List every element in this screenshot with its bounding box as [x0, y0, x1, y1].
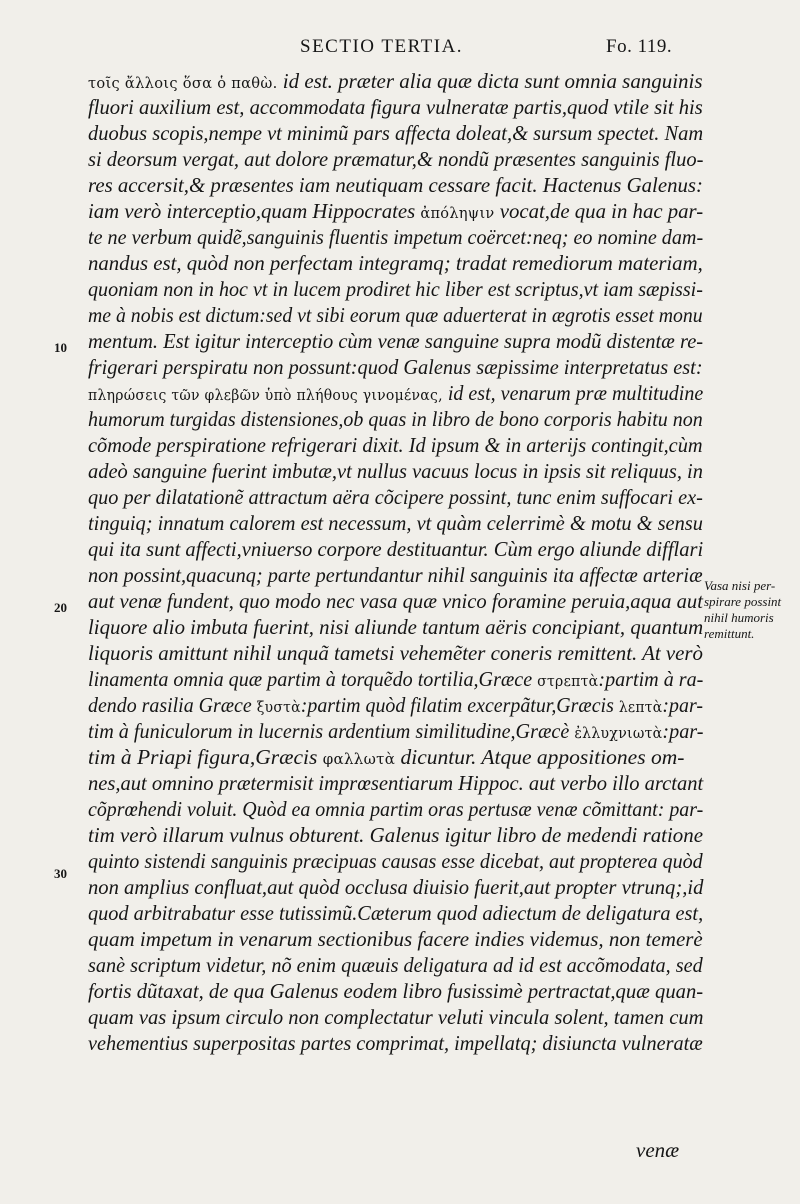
text-line: [88, 198, 704, 224]
latin-text: te ne verbum quidẽ,sanguinis fluentis impetum coërcet:neq; eo nomine dam-: [88, 225, 704, 249]
latin-text: nes,aut omnino prætermisit imprœsentiarum Hippoc. aut verbo illo arctant: [88, 771, 704, 795]
greek-phrase: ἐλλυχνιωτὰ: [574, 724, 663, 742]
text-line: [88, 744, 698, 770]
line-number: 30: [54, 866, 67, 881]
latin-text: dendo rasilia Græce: [88, 693, 257, 717]
text-line: [88, 354, 703, 380]
text-line: [88, 458, 703, 484]
greek-phrase: φαλλωτὰ: [322, 750, 396, 768]
latin-text: dicuntur. Atque appositiones om-: [395, 745, 685, 769]
text-line: [88, 380, 704, 406]
text-line: [88, 432, 703, 458]
greek-phrase: λεπτὰ: [618, 698, 663, 716]
text-line: [88, 770, 704, 796]
text-line: [88, 926, 703, 952]
running-head: SECTIO TERTIA.: [300, 36, 464, 57]
latin-text: :partim quòd filatim excerpãtur,Græcis: [300, 693, 619, 717]
text-line: [88, 276, 703, 302]
text-line: [88, 874, 704, 900]
latin-text: iam verò interceptio,quam Hippocrates: [88, 199, 421, 223]
latin-text: tinguiq; innatum calorem est necessum, vt quàm celerrimè & motu & sensu: [88, 511, 703, 535]
greek-phrase: ξυστὰ: [256, 698, 301, 716]
latin-text: quam impetum in venarum sectionibus facere indies videmus, non temerè: [88, 927, 703, 951]
latin-text: fortis dũtaxat, de qua Galenus eodem libro fusissimè pertractat,quæ quan-: [88, 979, 704, 1003]
latin-text: res accersit,& præsentes iam neutiquam cessare facit. Hactenus Galenus:: [88, 173, 703, 197]
text-line: [88, 588, 703, 614]
latin-text: :par-: [662, 719, 704, 743]
latin-text: me à nobis est dictum:sed vt sibi eorum quæ aduerterat in ægrotis esset monu: [88, 303, 703, 327]
text-line: [88, 1004, 704, 1030]
text-line: [88, 328, 704, 354]
text-line: [88, 172, 703, 198]
folio-number: Fo. 119.: [606, 36, 673, 57]
text-line: [88, 666, 704, 692]
greek-phrase: ἀπόληψιν: [420, 204, 495, 222]
margin-note-line: Vasa nisi per-: [704, 578, 776, 593]
greek-phrase: τοῖς ἄλλοις ὅσα ὁ παθὼ.: [88, 74, 278, 92]
margin-note-line: remittunt.: [704, 626, 755, 641]
text-line: [88, 536, 704, 562]
text-line: [88, 718, 704, 744]
text-line: [88, 224, 704, 250]
line-number: 10: [54, 340, 67, 355]
latin-text: cõprœhendi voluit. Quòd ea omnia partim oras pertusæ venæ cõmittant: par-: [88, 797, 704, 821]
text-line: [88, 562, 703, 588]
text-line: [88, 614, 704, 640]
latin-text: tim à Priapi figura,Græcis: [88, 745, 323, 769]
latin-text: adeò sanguine fuerint imbutæ,vt nullus vacuus locus in ipsis sit reliquus, in: [88, 459, 703, 483]
text-line: [88, 822, 704, 848]
latin-text: liquoris amittunt nihil unquã tametsi vehemẽter coneris remittent. At verò: [88, 641, 703, 665]
latin-text: qui ita sunt affecti,vniuerso corpore destituantur. Cùm ergo aliunde difflari: [88, 537, 704, 561]
latin-text: aut venæ fundent, quo modo nec vasa quæ vnico foramine peruia,aqua aut: [88, 589, 703, 613]
latin-text: humorum turgidas distensiones,ob quas in libro de bono corporis habitu non: [88, 407, 703, 431]
catchword: venæ: [636, 1138, 680, 1162]
text-line: [88, 302, 703, 328]
main-text-block: [88, 68, 704, 1056]
latin-text: fluori auxilium est, accommodata figura vulneratæ partis,quod vtile sit his: [88, 95, 703, 119]
latin-text: quoniam non in hoc vt in lucem prodiret hic liber est scriptus,vt iam sæpissi-: [88, 277, 703, 301]
latin-text: non possint,quacunq; parte pertundantur nihil sanguinis ita affectæ arteriæ: [88, 563, 703, 587]
latin-text: duobus scopis,nempe vt minimũ pars affecta doleat,& sursum spectet. Nam: [88, 121, 704, 145]
text-line: [88, 1030, 703, 1056]
latin-text: :par-: [662, 693, 703, 717]
text-line: [88, 510, 703, 536]
text-line: [88, 250, 703, 276]
text-line: [88, 120, 704, 146]
text-line: [88, 900, 704, 926]
page-header: [0, 36, 800, 66]
margin-note-line: nihil humoris: [704, 610, 774, 625]
latin-text: id est, venarum præ multitudine: [442, 381, 704, 405]
latin-text: liquore alio imbuta fuerint, nisi aliunde tantum aëris concipiant, quantum: [88, 615, 704, 639]
text-line: [88, 484, 703, 510]
latin-text: mentum. Est igitur interceptio cùm venæ sanguine supra modũ distentæ re-: [88, 329, 704, 353]
text-line: [88, 640, 703, 666]
latin-text: id est. præter alia quæ dicta sunt omnia sanguinis: [277, 69, 703, 93]
text-line: [88, 978, 704, 1004]
latin-text: quam vas ipsum circulo non complectatur veluti vincula solent, tamen cum: [88, 1005, 704, 1029]
latin-text: tim à funiculorum in lucernis ardentium similitudine,Græcè: [88, 719, 575, 743]
latin-text: sanè scriptum videtur, nõ enim quæuis deligatura ad id est accõmodata, sed: [88, 953, 703, 977]
latin-text: quinto sistendi sanguinis præcipuas causas esse dicebat, aut propterea quòd: [88, 849, 703, 873]
latin-text: quo per dilatationẽ attractum aëra cõcipere possint, tunc enim suffocari ex-: [88, 485, 703, 509]
latin-text: frigerari perspiratu non possunt:quod Galenus sæpissime interpretatus est:: [88, 355, 703, 379]
latin-text: si deorsum vergat, aut dolore præmatur,& nondũ præsentes sanguinis fluo-: [88, 147, 704, 171]
latin-text: non amplius confluat,aut quòd occlusa diuisio fuerit,aut propter vtrunq;,id: [88, 875, 704, 899]
latin-text: cõmode perspiratione refrigerari dixit. Id ipsum & in arterijs contingit,cùm: [88, 433, 703, 457]
latin-text: tim verò illarum vulnus obturent. Galenus igitur libro de medendi ratione: [88, 823, 704, 847]
latin-text: linamenta omnia quæ partim à torquẽdo tortilia,Græce: [88, 667, 538, 691]
text-line: [88, 68, 703, 94]
text-line: [88, 406, 703, 432]
latin-text: vehementius superpositas partes comprimat, impellatq; disiuncta vulneratæ: [88, 1031, 703, 1055]
text-line: [88, 94, 703, 120]
latin-text: :partim à ra-: [598, 667, 704, 691]
text-line: [88, 692, 703, 718]
text-line: [88, 848, 703, 874]
text-line: [88, 146, 704, 172]
line-number: 20: [54, 600, 67, 615]
margin-note-line: spirare possint: [704, 594, 782, 609]
text-line: [88, 952, 703, 978]
latin-text: quod arbitrabatur esse tutissimũ.Cæterum quod adiectum de deligatura est,: [88, 901, 704, 925]
greek-phrase: στρεπτὰ: [537, 672, 599, 690]
latin-text: nandus est, quòd non perfectam integramq; tradat remediorum materiam,: [88, 251, 703, 275]
greek-phrase: πληρώσεις τῶν φλεβῶν ὑπὸ πλήθους γινομένας,: [88, 386, 443, 404]
latin-text: vocat,de qua in hac par-: [494, 199, 704, 223]
margin-note: [704, 578, 796, 642]
text-line: [88, 796, 704, 822]
